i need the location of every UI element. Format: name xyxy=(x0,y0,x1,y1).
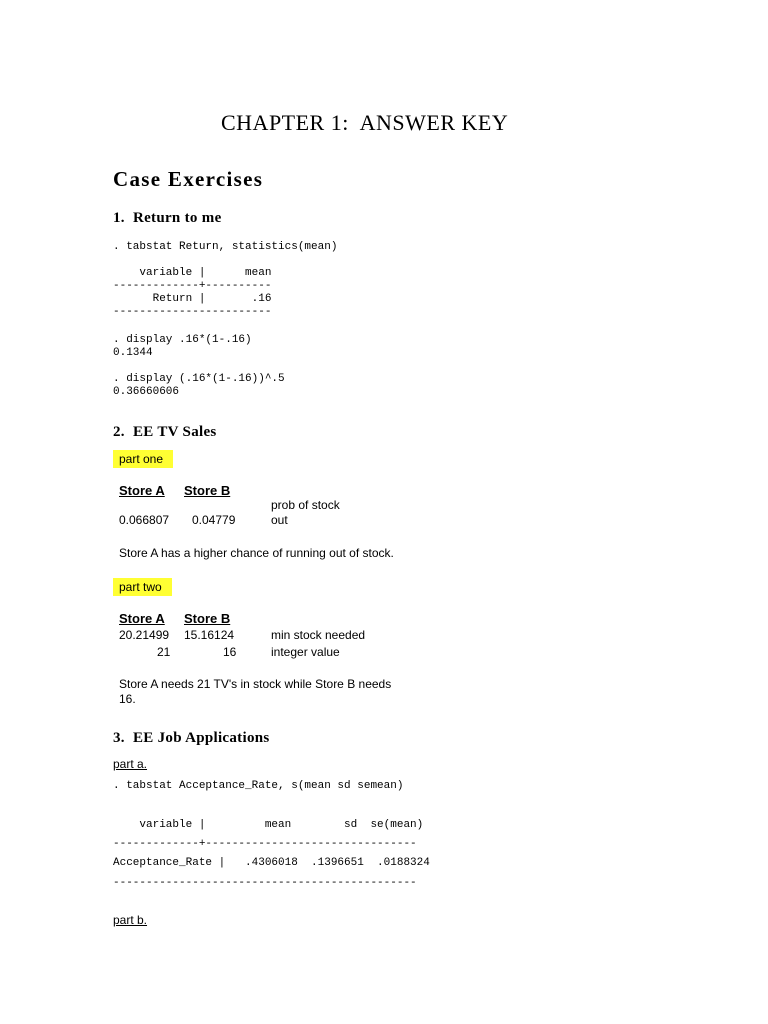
stata-table-row: Return | .16 xyxy=(113,293,272,305)
store-b-value: 15.16124 xyxy=(184,628,235,642)
stata-command: . display .16*(1-.16) xyxy=(113,334,252,346)
question-3-heading: 3. EE Job Applications xyxy=(113,730,270,746)
row-description: integer value xyxy=(271,645,340,659)
stata-table-rule: -------------+-------------------------------- xyxy=(113,838,417,850)
row-description: min stock needed xyxy=(271,628,366,642)
question-1-heading: 1. Return to me xyxy=(113,210,222,226)
part-one-label: part one xyxy=(113,450,173,468)
store-a-value: 20.21499 xyxy=(119,628,170,642)
row-description: prob of stock xyxy=(271,498,340,512)
stata-table-rule: ------------------------ xyxy=(113,306,272,318)
conclusion-text: Store A has a higher chance of running out of stock. xyxy=(119,546,394,560)
store-a-value: 0.066807 xyxy=(119,513,170,527)
store-a-value: 21 xyxy=(157,645,171,659)
stata-table-rule: -------------+---------- xyxy=(113,280,272,292)
stata-output: 0.36660606 xyxy=(113,386,180,398)
part-two-label: part two xyxy=(113,578,172,596)
stata-command: . display (.16*(1-.16))^.5 xyxy=(113,373,285,385)
stata-output: 0.1344 xyxy=(113,347,153,359)
store-b-value: 16 xyxy=(223,645,237,659)
store-a-header: Store A xyxy=(119,611,165,626)
stata-table-rule: ---------------------------------------------- xyxy=(113,877,417,889)
store-b-header: Store B xyxy=(184,611,231,626)
stata-table-header: variable | mean sd se(mean) xyxy=(113,819,424,831)
stata-command: . tabstat Acceptance_Rate, s(mean sd semean) xyxy=(113,780,404,792)
part-a-label: part a. xyxy=(113,757,148,771)
store-b-value: 0.04779 xyxy=(192,513,236,527)
part-b-label: part b. xyxy=(113,913,148,927)
page-title: CHAPTER 1: ANSWER KEY xyxy=(221,110,509,135)
section-heading: Case Exercises xyxy=(113,167,264,191)
question-2-heading: 2. EE TV Sales xyxy=(113,424,217,440)
conclusion-text: 16. xyxy=(119,692,136,706)
store-a-header: Store A xyxy=(119,483,165,498)
conclusion-text: Store A needs 21 TV's in stock while Store B needs xyxy=(119,677,392,691)
stata-command: . tabstat Return, statistics(mean) xyxy=(113,241,338,253)
row-description: out xyxy=(271,513,288,527)
stata-table-row: Acceptance_Rate | .4306018 .1396651 .0188324 xyxy=(113,857,430,869)
stata-table-header: variable | mean xyxy=(113,267,272,279)
store-b-header: Store B xyxy=(184,483,231,498)
